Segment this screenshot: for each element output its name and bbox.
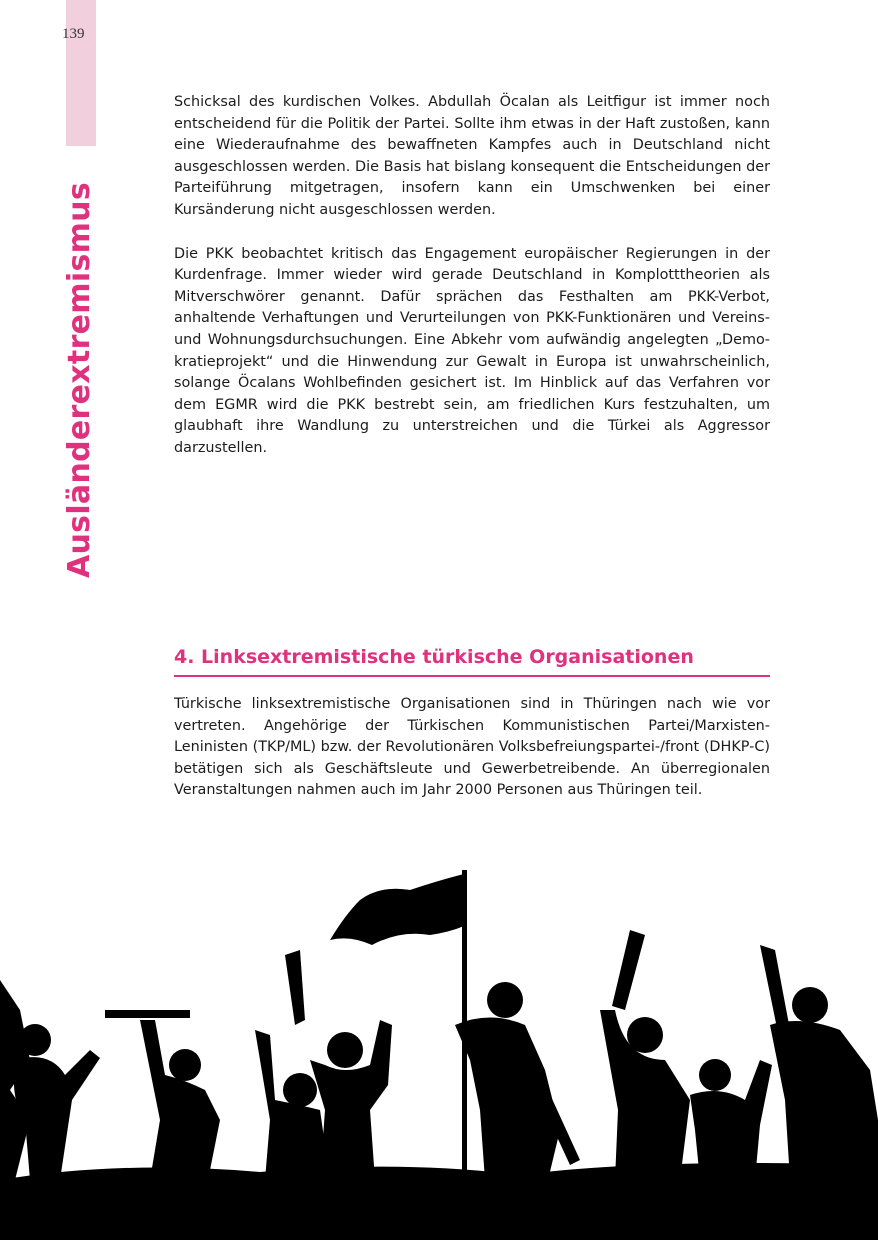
paragraph-2: Die PKK beobachtet kritisch das Engagement europäischer Regierungen in der Kurdenfrage. Immer wieder wird gerade Deutschland in Komplotttheorien als Mitverschwörer genannt. Dafür sprächen das Festhalten am PKK-Verbot, anhaltende Verhaftungen und Verurteilungen von PKK-Funktionären und Vereins- und Wohnungsdurchsuchungen. Eine Abkehr vom aufwändig angelegten „Demokratieprojekt“ und die Hinwendung zur Gewalt in Europa ist unwahrscheinlich, solange Öcalans Wohlbefinden gesichert ist. Im Hinblick auf das Verfahren vor dem EGMR wird die PKK bestrebt sein, am friedlichen Kurs festzuhalten, um glaubhaft ihre Wandlung zu unterstreichen und die Türkei als Aggressor darzustellen. — [174, 245, 770, 456]
paragraph-3: Türkische linksextremistische Organisationen sind in Thüringen nach wie vor vertreten. Angehörige der Türkischen Kommunistischen Partei/Marxisten-Leninisten (TKP/ML) bzw. der Revolutionären Volksbefreiungspartei-/front (DHKP-C) betätigen sich als Geschäftsleute und Gewerbetreibende. An überregionalen Veranstaltungen nahmen auch im Jahr 2000 Personen aus Thüringen teil. — [174, 696, 770, 799]
main-text — [174, 92, 770, 460]
paragraph-1: Schicksal des kurdischen Volkes. Abdullah Öcalan als Leitfigur ist immer noch entscheidend für die Politik der Partei. Sollte ihm etwas in der Haft zustoßen, kann eine Wiederaufnahme des bewaffneten Kampfes auch in Deutschland nicht ausgeschlossen werden. Die Basis hat bislang konsequent die Entscheidungen der Parteiführung mitgetragen, insofern kann ein Umschwenken bei einer Kursänderung nicht ausgeschlossen werden. — [174, 94, 770, 218]
side-section-title: Ausländerextremismus — [62, 182, 97, 578]
section-text — [174, 694, 770, 802]
fighters-silhouette-illustration — [0, 860, 878, 1240]
section-heading: 4. Linksextremistische türkische Organisationen — [174, 646, 770, 677]
side-tab — [66, 0, 96, 146]
page-number: 139 — [62, 26, 85, 42]
